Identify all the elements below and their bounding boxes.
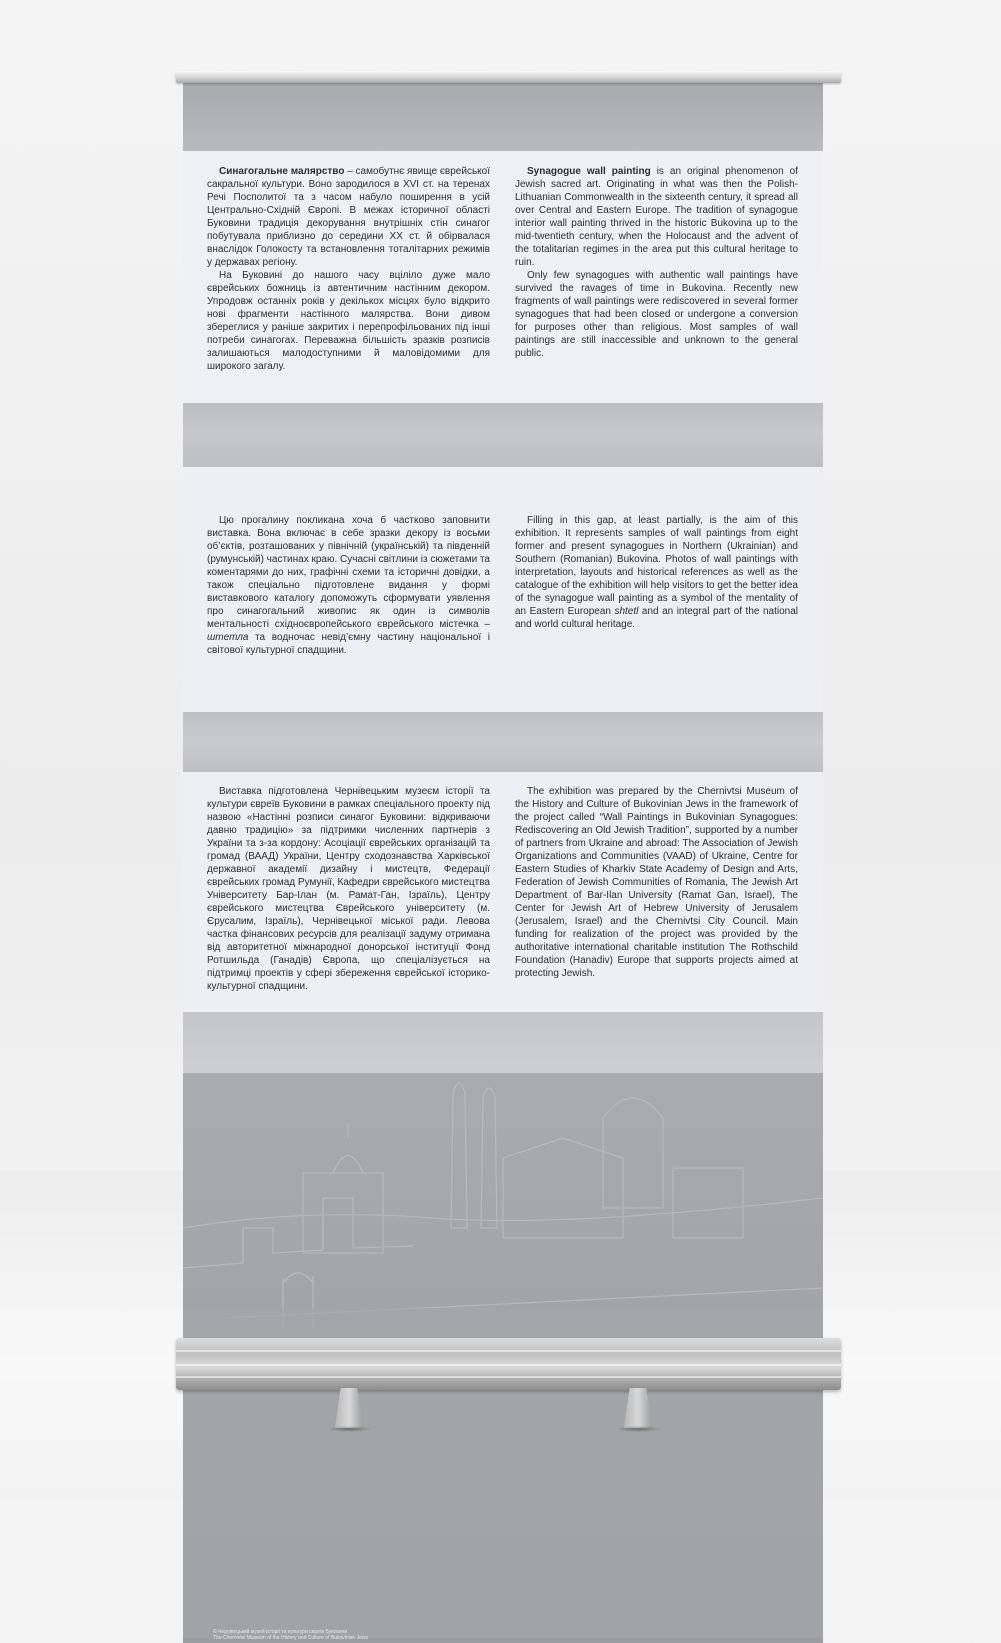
copyright-line-1: © Чернівецький музей історії та культури євреїв Буковини (213, 1629, 348, 1635)
section1-uk-p2: На Буковині до нашого часу вціліло дуже мало єврейських божниць із автентичним настінним декором. Упродовж останніх років у декількох місцях було відкрито нові фрагменти настінного малярства. Вони дивом збереглися у раніше закритих і перепрофільованих під інші потреби синагогах. Переважна більшість зразків розписів залишаються малодоступними й маловідомими для широкого загалу. (207, 270, 490, 372)
base-groove (176, 1364, 841, 1366)
section2-en-p1c: and an integral part of the national and world cultural heritage. (515, 606, 798, 630)
foot-shadow (615, 1426, 661, 1432)
section1-en-lead: Synagogue wall painting (527, 166, 651, 177)
top-rail (176, 71, 841, 83)
section2-uk-p1a: Цю прогалину покликана хоча б частково заповнити виставка. Вона включає в себе зразки декору із восьми об’єктів, розташованих у північній (українській) та південній (румунській) частинах краю. Сучасні світлини із сюжетами та коментарями до них, графічні схеми та історичні довідки, а також спеціально підготовлене видання у формі виставкового каталогу допоможуть сформувати уявлення про синагогальний живопис як один із символів ментальності східноєвропейського єврейського містечка – (207, 515, 490, 630)
section1-ukrainian-text (207, 165, 490, 373)
section3-en-p1: The exhibition was prepared by the Chernivtsi Museum of the History and Culture of Bukovinian Jews in the framework of the project called “Wall Paintings in Bukovinian Synagogues: Rediscovering an Old Jewish Tradition”, supported by a number of partners from Ukraine and abroad: The Association of Jewish Organizations and Communities (VAAD) of Ukraine, Centre for Eastern Studies of Kharkiv State Academy of Design and Arts, Federation of Jewish Communities of Romania, The Jewish Art Department of Bar-Ilan University (Ramat Gan, Israel), The Center for Jewish Art of Hebrew University of Jerusalem (Jerusalem, Israel) and the Chernivtsi City Council. Main funding for realization of the project was provided by the authoritative international charitable institution The Rothschild Foundation (Hanadiv) Europe that supports projects aimed at protecting Jewish. (515, 786, 798, 979)
stand-base (176, 1338, 841, 1390)
section3-ukrainian-text (207, 785, 490, 993)
section2-en-shtetl: shtetl (614, 606, 639, 617)
section3-uk-p1: Виставка підготовлена Чернівецьким музеєм історії та культури євреїв Буковини в рамках спеціального проекту під назвою «Настінні розписи синагог Буковини: відкриваючи давню традицію» за підтримки численних партнерів з України та з-за кордону: Асоціації єврейських організацій та громад (ВААД) України, Центру сходознавства Харківської державної академії дизайну і мистецтв, Федерації єврейських громад Румунії, Кафедри єврейського мистецтва Університету Бар-Ілан (м. Рамат-Ган, Ізраїль), Центру єврейського мистецтва Єврейського університету (м. Єрусалим, Ізраїль), Чернівецької міської ради. Левова частка фінансових ресурсів для реалізації задуму отримана від авторитетної міжнародної донорської інституції Фонд Ротшильда (Ганадів) Європа, що спеціалізується на підтримці проектів у сфері збереження єврейської історико-культурної спадщини. (207, 786, 490, 992)
copyright-notice (213, 1629, 713, 1641)
section1-en-p2: Only few synagogues with authentic wall paintings have survived the ravages of time in Bukovina. Recently new fragments of wall paintings were rediscovered in several former synagogues that had been closed or undergone a conversion for purposes other than religious. Most samples of wall paintings are still inaccessible and unknown to the general public. (515, 270, 798, 359)
roll-up-banner (183, 83, 823, 1643)
section2-uk-shtetl: штетла (207, 632, 249, 643)
divider-band-2 (183, 712, 823, 772)
banner-top-band (183, 83, 823, 151)
base-groove (176, 1376, 841, 1378)
section2-ukrainian-text (207, 514, 490, 657)
section1-en-p1: is an original phenomenon of Jewish sacred art. Originating in what was then the Polish-Lithuanian Commonwealth in the sixteenth century, it spread all over Central and Eastern Europe. The tradition of synagogue interior wall painting thrived in the historic Bukovina up to the mid-twentieth century, when the Holocaust and the advent of the totalitarian regimes in the area put this cultural heritage to ruin. (515, 166, 799, 268)
copyright-line-2: The Chernivtsi Museum of the History and Culture of Bukovinian Jews (213, 1635, 369, 1641)
base-groove (176, 1350, 841, 1352)
section2-english-text (515, 514, 798, 631)
section2-en-p1a: Filling in this gap, at least partially, is the aim of this exhibition. It represents samples of wall paintings from eight former and present synagogues in Northern (Ukrainian) and Southern (Romanian) Bukovina. Photos of wall paintings with interpretation, layouts and historical references as well as the catalogue of the exhibition will help visitors to get the better idea of the synagogue wall painting as a symbol of the mentality of an Eastern European (515, 515, 798, 617)
foot-shadow (326, 1426, 372, 1432)
section2-uk-p1c: та водночас невід’ємну частину національної і світової культурної спадщини. (207, 632, 490, 656)
section1-uk-lead: Синагогальне малярство (219, 166, 345, 177)
section3-english-text (515, 785, 798, 980)
section1-english-text (515, 165, 798, 360)
section1-uk-p1: – самобутнє явище єврейської сакральної культури. Воно зародилося в XVI ст. на теренах Речі Посполитої та з часом набуло поширення в усій Центрально-Східній Європі. В межах історичної області Буковини традиція декорування внутрішніх стін синагог побутувала приблизно до середини XX ст. й обірвалася внаслідок Голокосту та встановлення тоталітарних режимів у державах регіону. (207, 166, 490, 268)
divider-band-1 (183, 403, 823, 467)
divider-band-3 (183, 1012, 823, 1073)
